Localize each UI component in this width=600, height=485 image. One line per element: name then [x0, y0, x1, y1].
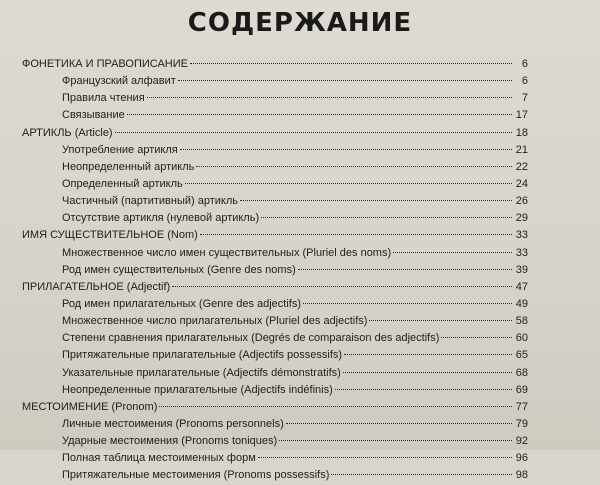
- toc-entry: [22, 125, 528, 142]
- dot-leader: [279, 440, 512, 441]
- toc-entry-page: 33: [515, 229, 528, 242]
- dot-leader: [286, 423, 512, 424]
- toc-entry-label: Притяжательные прилагательные (Adjectifs possessifs): [62, 349, 343, 362]
- toc-entry-label: ПРИЛАГАТЕЛЬНОЕ (Adjectif): [22, 280, 171, 293]
- dot-leader: [393, 252, 512, 253]
- toc-entry-label: Род имен прилагательных (Genre des adjectifs): [62, 297, 302, 310]
- toc-entry-page: 26: [515, 195, 528, 208]
- toc-entry-page: 58: [515, 315, 528, 328]
- toc-entry-label: ИМЯ СУЩЕСТВИТЕЛЬНОЕ (Nom): [22, 229, 198, 242]
- toc-entry: [22, 433, 528, 450]
- dot-leader: [369, 320, 512, 321]
- toc-entry-page: 49: [515, 297, 528, 310]
- toc-entry-label: Притяжательные местоимения (Pronoms possessifs): [62, 469, 330, 482]
- toc-entry-page: 79: [515, 417, 528, 430]
- toc-entry-label: МЕСТОИМЕНИЕ (Pronom): [22, 400, 158, 413]
- toc-entry-page: 33: [515, 246, 528, 259]
- toc-entry: [22, 56, 528, 73]
- toc-entry-label: Правила чтения: [62, 92, 145, 105]
- toc-entry-page: 65: [515, 349, 528, 362]
- toc-entry-page: 96: [515, 452, 528, 465]
- dot-leader: [159, 406, 512, 407]
- toc-entry: [22, 210, 528, 227]
- toc-entry: [22, 193, 528, 210]
- dot-leader: [127, 114, 512, 115]
- toc-entry-page: 6: [521, 75, 528, 88]
- toc-entry-label: Определенный артикль: [62, 177, 183, 190]
- toc-entry-page: 22: [515, 160, 528, 173]
- toc-entry-label: Употребление артикля: [62, 143, 178, 156]
- dot-leader: [115, 132, 512, 133]
- toc-entry: [22, 296, 528, 313]
- toc-entry-page: 69: [515, 383, 528, 396]
- dot-leader: [303, 303, 512, 304]
- toc-entry-label: Ударные местоимения (Pronoms toniques): [62, 435, 278, 448]
- dot-leader: [185, 183, 512, 184]
- toc-entry: [22, 262, 528, 279]
- dot-leader: [331, 474, 512, 475]
- table-of-contents: [22, 56, 528, 485]
- toc-entry-page: 24: [515, 177, 528, 190]
- toc-entry: [22, 159, 528, 176]
- dot-leader: [298, 269, 512, 270]
- toc-entry: [22, 90, 528, 107]
- toc-entry: [22, 399, 528, 416]
- dot-leader: [196, 166, 512, 167]
- toc-entry-label: Полная таблица местоименных форм: [62, 452, 256, 465]
- page-title: СОДЕРЖАНИЕ: [187, 8, 413, 38]
- toc-entry: [22, 330, 528, 347]
- toc-entry: [22, 382, 528, 399]
- toc-entry-page: 98: [515, 469, 528, 482]
- toc-entry-page: 6: [521, 58, 528, 70]
- toc-entry-label: Степени сравнения прилагательных (Degrés de comparaison des adjectifs): [62, 332, 440, 345]
- dot-leader: [200, 234, 512, 235]
- toc-entry-page: 18: [515, 126, 528, 139]
- toc-entry-label: Множественное число прилагательных (Pluriel des adjectifs): [62, 315, 368, 328]
- dot-leader: [261, 217, 512, 218]
- toc-entry: [22, 467, 528, 484]
- toc-entry-label: Личные местоимения (Pronoms personnels): [62, 417, 284, 430]
- toc-entry-label: АРТИКЛЬ (Article): [22, 126, 113, 139]
- toc-entry-label: Отсутствие артикля (нулевой артикль): [62, 212, 260, 225]
- toc-entry-page: 39: [515, 263, 528, 276]
- toc-entry-page: 21: [515, 143, 528, 156]
- toc-entry-page: 68: [515, 366, 528, 379]
- dot-leader: [344, 354, 512, 355]
- toc-entry: [22, 450, 528, 467]
- dot-leader: [180, 149, 512, 150]
- toc-entry-page: 29: [515, 212, 528, 225]
- toc-entry: [22, 227, 528, 244]
- toc-entry: [22, 73, 528, 90]
- toc-entry: [22, 245, 528, 262]
- toc-entry: [22, 347, 528, 364]
- toc-entry-label: Частичный (партитивный) артикль: [62, 195, 238, 208]
- toc-entry: [22, 416, 528, 433]
- toc-entry-page: 17: [515, 109, 528, 122]
- toc-entry-page: 7: [521, 92, 528, 105]
- toc-entry-label: Множественное число имен существительных (Pluriel des noms): [62, 246, 392, 259]
- dot-leader: [258, 457, 512, 458]
- dot-leader: [240, 200, 512, 201]
- dot-leader: [335, 389, 512, 390]
- dot-leader: [147, 97, 512, 98]
- toc-entry-label: ФОНЕТИКА И ПРАВОПИСАНИЕ: [22, 58, 188, 70]
- dot-leader: [172, 286, 512, 287]
- toc-entry: [22, 107, 528, 124]
- toc-entry-label: Род имен существительных (Genre des noms): [62, 263, 296, 276]
- toc-entry-page: 77: [515, 400, 528, 413]
- toc-entry-label: Указательные прилагательные (Adjectifs démonstratifs): [62, 366, 341, 379]
- toc-entry-page: 92: [515, 435, 528, 448]
- dot-leader: [441, 337, 512, 338]
- toc-entry: [22, 313, 528, 330]
- toc-entry: [22, 279, 528, 296]
- toc-entry-label: Французский алфавит: [62, 75, 176, 88]
- toc-entry: [22, 176, 528, 193]
- toc-entry: [22, 142, 528, 159]
- toc-entry-page: 60: [515, 332, 528, 345]
- toc-entry-label: Связывание: [62, 109, 125, 122]
- dot-leader: [178, 80, 512, 81]
- toc-entry-page: 47: [515, 280, 528, 293]
- toc-entry-label: Неопределенные прилагательные (Adjectifs indéfinis): [62, 383, 333, 396]
- dot-leader: [190, 63, 512, 64]
- toc-entry: [22, 365, 528, 382]
- toc-entry-label: Неопределенный артикль: [62, 160, 195, 173]
- dot-leader: [343, 372, 512, 373]
